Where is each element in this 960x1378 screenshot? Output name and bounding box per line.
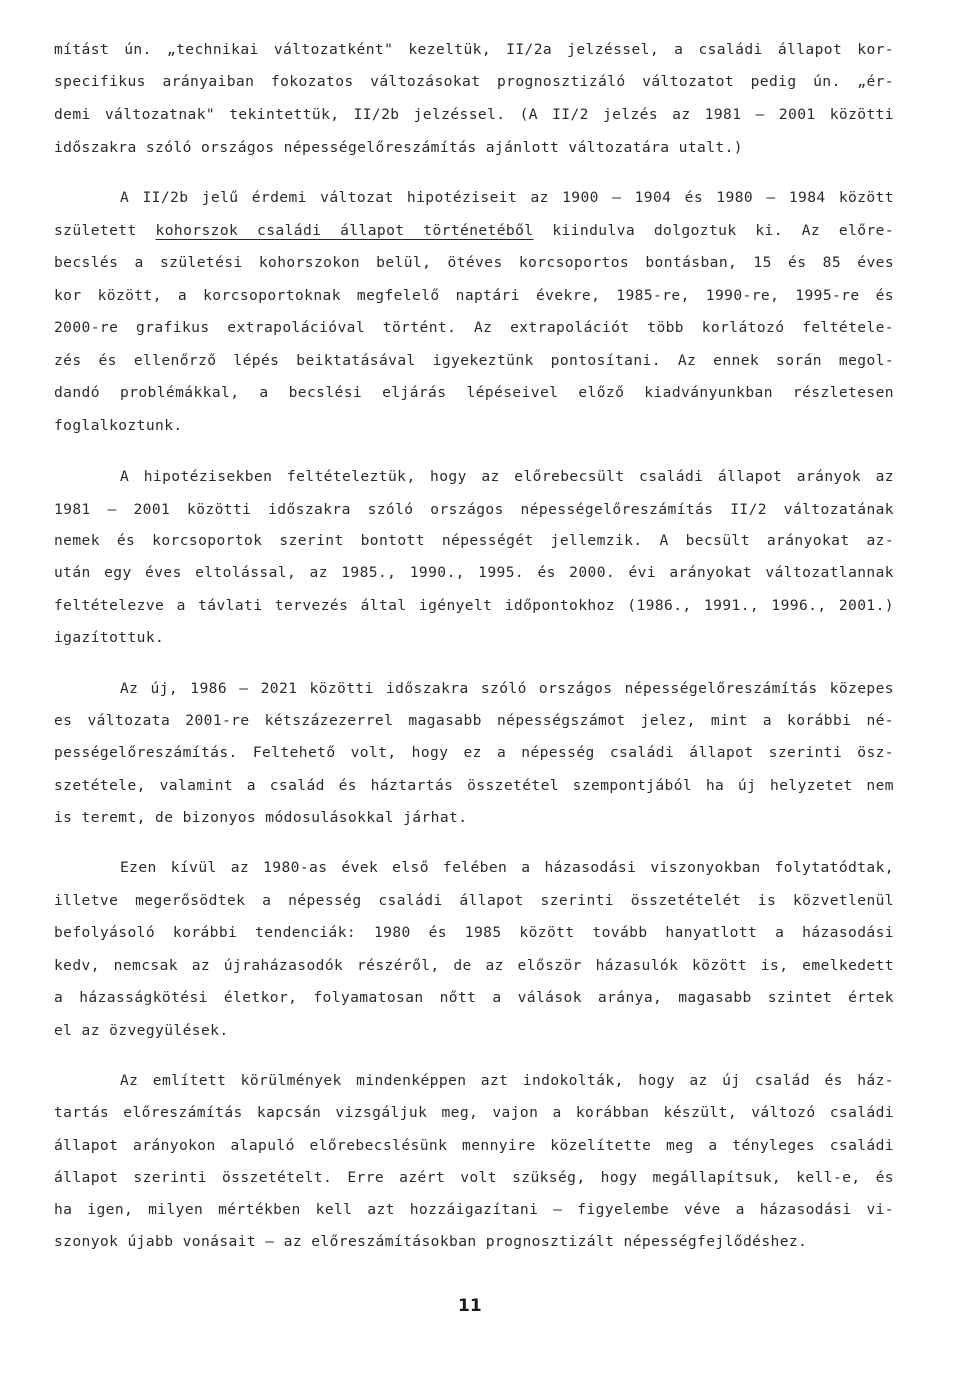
- text-line: Az új, 1986 – 2021 közötti időszakra szóló országos népességelőreszámítás közepes: [120, 680, 894, 697]
- text-line: A II/2b jelű érdemi változat hipotéziseit az 1900 – 1904 és 1980 – 1984 között: [120, 189, 894, 206]
- text-line: dandó problémákkal, a becslési eljárás lépéseivel előző kiadványunkban részletesen: [54, 384, 894, 401]
- text-line: es változata 2001-re kétszázezerrel magasabb népességszámot jelez, mint a korábbi né-: [54, 712, 894, 729]
- text-line: 2000-re grafikus extrapolációval történt. Az extrapolációt több korlátozó feltétele-: [54, 319, 894, 336]
- page-number: 11: [458, 1296, 482, 1316]
- text-segment: kiindulva dolgoztuk ki. Az előre-: [552, 222, 895, 239]
- text-line: ha igen, milyen mértékben kell azt hozzáigazítani – figyelembe véve a házasodási vi-: [54, 1201, 894, 1218]
- text-line: demi változatnak" tekintettük, II/2b jelzéssel. (A II/2 jelzés az 1981 – 2001 közötti: [54, 106, 894, 123]
- text-line: specifikus arányaiban fokozatos változásokat prognosztizáló változatot pedig ún. „ér-: [54, 73, 894, 90]
- text-line: el az özvegyülések.: [54, 1022, 229, 1039]
- text-line: kedv, nemcsak az újraházasodók részéről, de az először házasulók között is, emelkedett: [54, 957, 894, 974]
- text-line: a házasságkötési életkor, folyamatosan nőtt a válások aránya, magasabb szintet értek: [54, 989, 894, 1006]
- text-line: feltételezve a távlati tervezés által igényelt időpontokhoz (1986., 1991., 1996., 2001.): [54, 597, 894, 614]
- text-line: becslés a születési kohorszokon belül, ötéves korcsoportos bontásban, 15 és 85 éves: [54, 254, 894, 271]
- text-line: Az említett körülmények mindenképpen azt indokolták, hogy az új család és ház-: [120, 1072, 894, 1089]
- text-segment: született: [54, 222, 137, 239]
- underlined-phrase: kohorszok családi állapot történetéből: [155, 222, 534, 239]
- text-line: időszakra szóló országos népességelőreszámítás ajánlott változatára utalt.): [54, 139, 743, 156]
- text-line: befolyásoló korábbi tendenciák: 1980 és 1985 között tovább hanyatlott a házasodási: [54, 924, 894, 941]
- text-line: Ezen kívül az 1980-as évek első felében a házasodási viszonyokban folytatódtak,: [120, 859, 894, 876]
- text-line: állapot szerinti összetételt. Erre azért volt szükség, hogy megállapítsuk, kell-e, és: [54, 1169, 894, 1186]
- text-line: szonyok újabb vonásait – az előreszámításokban prognosztizált népességfejlődéshez.: [54, 1233, 808, 1250]
- text-line: A hipotézisekben feltételeztük, hogy az előrebecsült családi állapot arányok az: [120, 468, 894, 485]
- text-line: pességelőreszámítás. Feltehető volt, hogy ez a népesség családi állapot szerinti ösz-: [54, 744, 894, 761]
- text-line: illetve megerősödtek a népesség családi állapot szerinti összetételét is közvetlenül: [54, 892, 894, 909]
- text-line: 1981 – 2001 közötti időszakra szóló országos népességelőreszámítás II/2 változatának: [54, 501, 894, 518]
- text-line: kor között, a korcsoportoknak megfelelő naptári évekre, 1985-re, 1990-re, 1995-re és: [54, 287, 894, 304]
- text-line: állapot arányokon alapuló előrebecslésünk mennyire közelítette meg a tényleges családi: [54, 1137, 894, 1154]
- text-line: [54, 221, 894, 241]
- text-line: foglalkoztunk.: [54, 417, 183, 434]
- text-line: után egy éves eltolással, az 1985., 1990., 1995. és 2000. évi arányokat változatlannak: [54, 564, 894, 581]
- text-line: zés és ellenőrző lépés beiktatásával igyekeztünk pontosítani. Az ennek során megol-: [54, 352, 894, 369]
- text-line: mítást ún. „technikai változatként" kezeltük, II/2a jelzéssel, a családi állapot kor-: [54, 41, 894, 58]
- text-line: szetétele, valamint a család és háztartás összetétel szempontjából ha új helyzetet nem: [54, 777, 894, 794]
- text-line: is teremt, de bizonyos módosulásokkal járhat.: [54, 809, 468, 826]
- text-line: igazítottuk.: [54, 629, 165, 646]
- text-line: nemek és korcsoportok szerint bontott népességét jellemzik. A becsült arányokat az-: [54, 532, 894, 549]
- text-line: tartás előreszámítás kapcsán vizsgáljuk meg, vajon a korábban készült, változó családi: [54, 1104, 894, 1121]
